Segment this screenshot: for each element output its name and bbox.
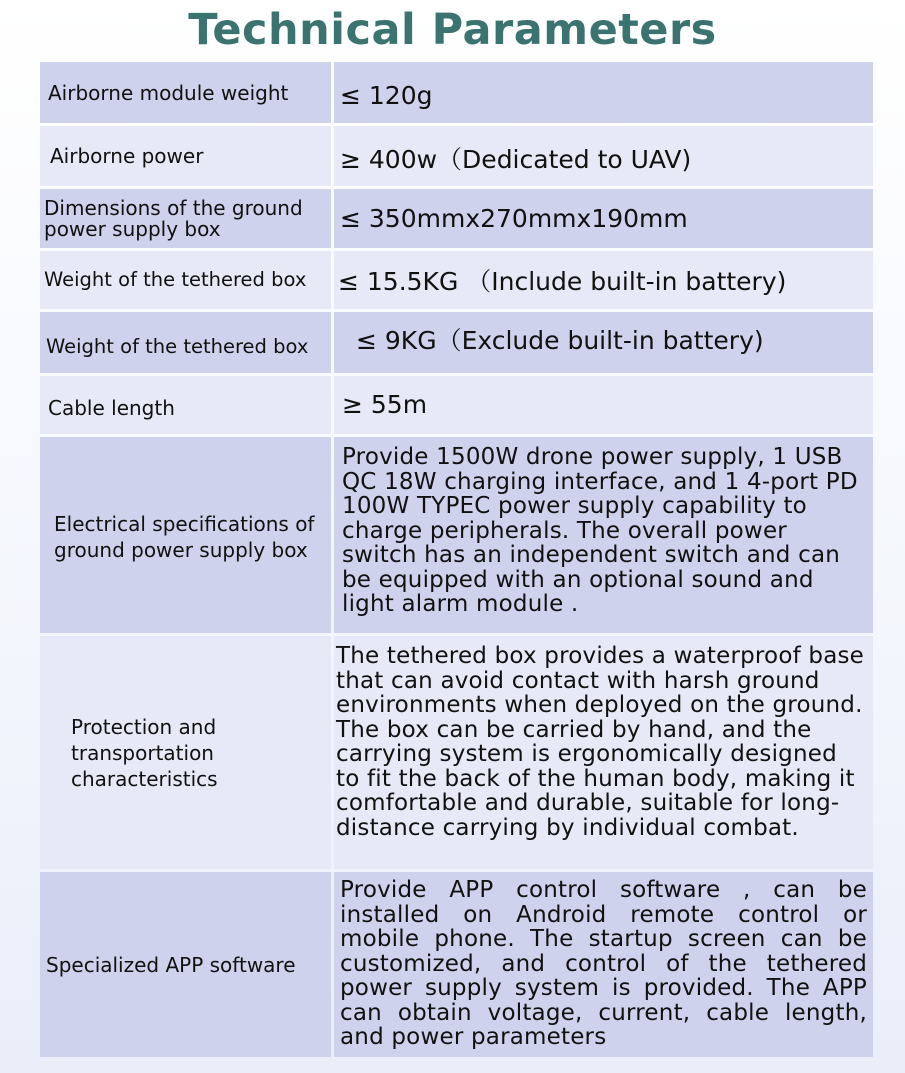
table-row (40, 312, 873, 373)
parameter-value: ≥ 55m (342, 390, 428, 419)
parameter-value-cell (334, 312, 873, 373)
parameter-value: ≤ 15.5KG （Include built-in battery) (338, 267, 787, 296)
parameter-label: Airborne power (50, 144, 204, 168)
table-row (40, 872, 873, 1057)
parameter-value: ≤ 350mmx270mmx190mm (340, 203, 688, 233)
parameter-label-cell (40, 636, 331, 869)
table-row (40, 251, 873, 309)
table-row (40, 636, 873, 869)
parameter-value: Provide 1500W drone power supply, 1 USB QC 18W charging interface, and 1 4-port PD 100W TYPEC power supply capability to charge peripherals. The overall power switch has an independent switch and can be equipped with an optional sound and light alarm module . (342, 444, 858, 617)
parameter-label-cell (40, 62, 331, 123)
parameter-label-cell (40, 872, 331, 1057)
parameter-label-cell (40, 251, 331, 309)
parameter-label-cell (40, 312, 331, 373)
table-row (40, 376, 873, 434)
parameter-label-cell (40, 189, 331, 248)
parameter-value-cell (334, 62, 873, 123)
parameter-label: Weight of the tethered box (44, 268, 307, 291)
parameter-value-cell (334, 437, 873, 633)
table-row (40, 437, 873, 633)
parameter-value: ≥ 400w（Dedicated to UAV) (340, 145, 692, 174)
parameter-value-cell (334, 872, 873, 1057)
parameter-label: Airborne module weight (48, 80, 289, 105)
parameter-value-cell (334, 189, 873, 248)
parameter-label: Weight of the tethered box (46, 334, 309, 358)
parameter-label-cell (40, 126, 331, 186)
parameter-value: ≤ 9KG（Exclude built-in battery) (356, 325, 764, 355)
parameter-value-cell (334, 376, 873, 434)
parameter-value-cell (334, 251, 873, 309)
parameter-value: The tethered box provides a waterproof base that can avoid contact with harsh ground environments when deployed on the ground. The box can be carried by hand, and the carrying system is ergonomically designed to fit the back of the human body, making it comfortable and durable, suitable for long-distance carrying by individual combat. (336, 643, 865, 841)
table-row (40, 126, 873, 186)
table-row (40, 189, 873, 248)
parameter-label-cell (40, 437, 331, 633)
parameter-label: Electrical specifications of ground power supply box (54, 512, 315, 562)
table-row (40, 62, 873, 123)
parameter-value: ≤ 120g (340, 80, 433, 110)
parameter-value: Provide APP control software , can be installed on Android remote control or mobile phone. The startup screen can be customized, and control of the tethered power supply system is provided. The APP can obtain voltage, current, cable length, and power parameters (340, 877, 867, 1050)
parameter-label-cell (40, 376, 331, 434)
parameter-label: Dimensions of the ground power supply box (44, 195, 303, 241)
parameter-label: Protection and transportation characteristics (71, 714, 218, 791)
parameter-value-cell (334, 636, 873, 869)
parameter-label: Specialized APP software (46, 952, 296, 977)
parameter-label: Cable length (48, 396, 175, 420)
parameter-value-cell (334, 126, 873, 186)
page-title: Technical Parameters (188, 5, 717, 55)
